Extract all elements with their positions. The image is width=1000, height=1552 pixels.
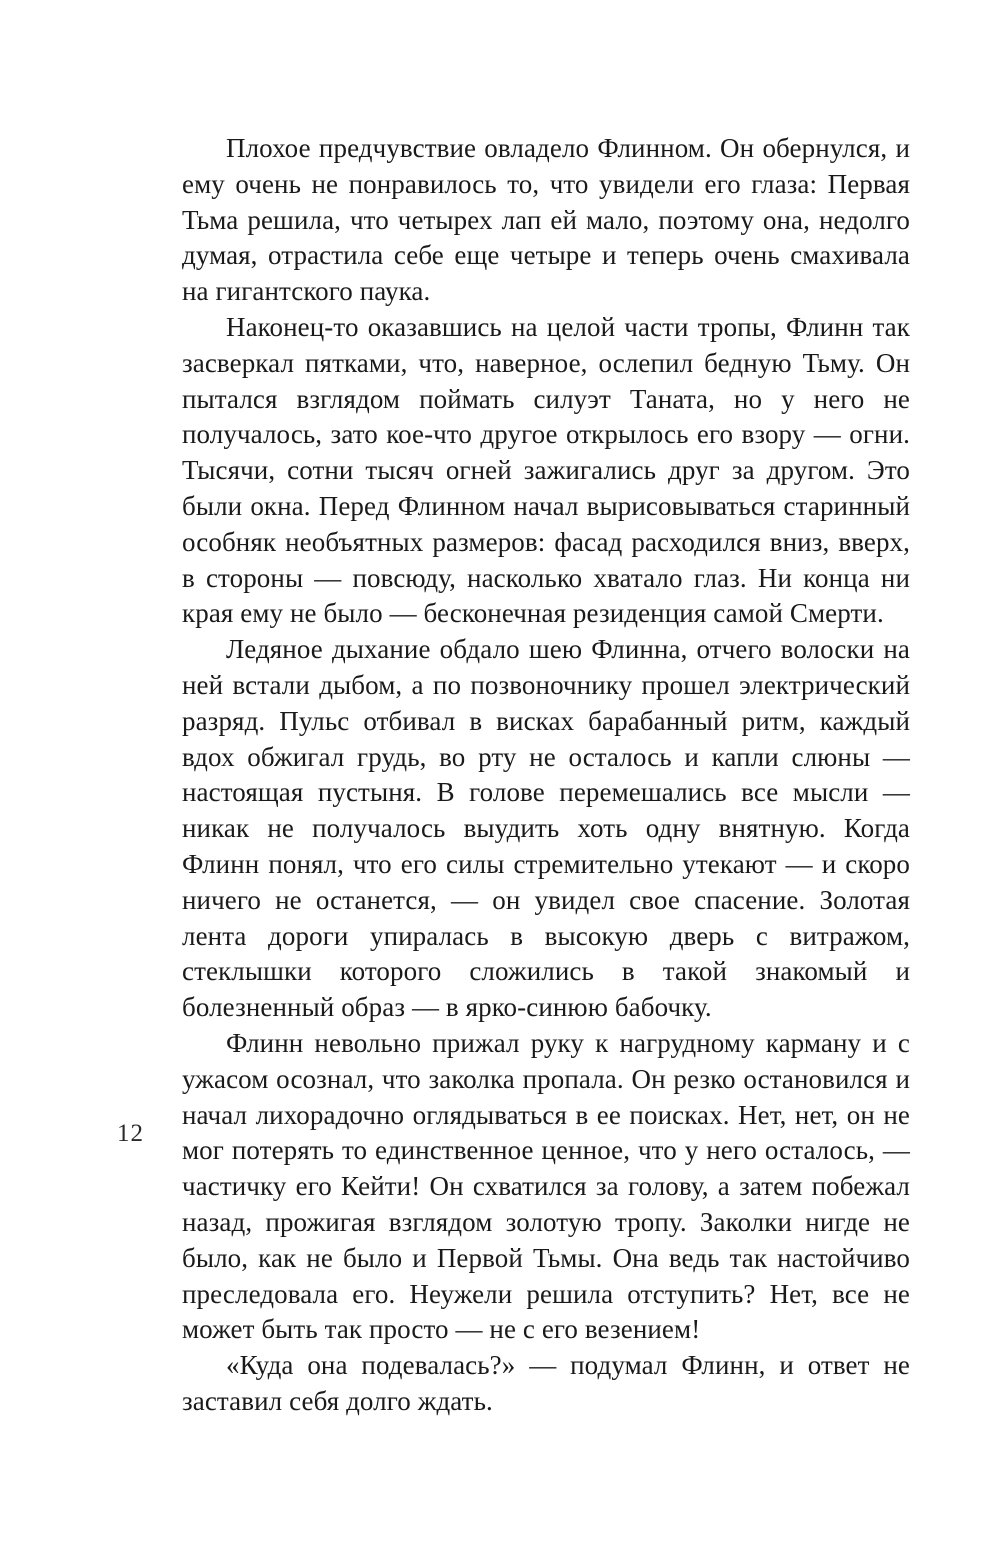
paragraph: Наконец-то оказавшись на целой части тропы, Флинн так засверкал пятками, что, наверное, ослепил бедную Тьму. Он пытался взглядом поймать силуэт Таната, но у него не получалось, зато кое-что другое открылось его взору — огни. Тысячи, сотни тысяч огней зажигались друг за другом. Это были окна. Перед Флинном начал вырисовываться старинный особняк необъятных размеров: фасад расходился вниз, вверх, в стороны — повсюду, насколько хватало глаз. Ни конца ни края ему не было — бесконечная резиденция самой Смерти. (182, 311, 910, 629)
paragraph: Флинн невольно прижал руку к нагрудному карману и с ужасом осознал, что заколка пропала. Он резко остановился и начал лихорадочно оглядываться в ее поисках. Нет, нет, он не мог потерять то единственное ценное, что у него осталось, — частичку его Кейти! Он схватился за голову, а затем побежал назад, прожигая взглядом золотую тропу. Заколки нигде не было, как не было и Первой Тьмы. Она ведь так настойчиво преследовала его. Неужели решила отступить? Нет, все не может быть так просто — не с его везением! (182, 1027, 910, 1345)
body-text (182, 131, 910, 1420)
paragraph: Плохое предчувствие овладело Флинном. Он обернулся, и ему очень не понравилось то, что увидели его глаза: Первая Тьма решила, что четырех лап ей мало, поэтому она, недолго думая, отрастила себе еще четыре и теперь очень смахивала на гигантского паука. (182, 133, 910, 307)
page-number: 12 (117, 1120, 144, 1147)
paragraph: Ледяное дыхание обдало шею Флинна, отчего волоски на ней встали дыбом, а по позвоночнику прошел электрический разряд. Пульс отбивал в висках барабанный ритм, каждый вдох обжигал грудь, во рту не осталось и капли слюны — настоящая пустыня. В голове перемешались все мысли — никак не получалось выудить хоть одну внятную. Когда Флинн понял, что его силы стремительно утекают — и скоро ничего не останется, — он увидел свое спасение. Золотая лента дороги упиралась в высокую дверь с витражом, стеклышки которого сложились в такой знакомый и болезненный образ — в ярко-синюю бабочку. (182, 634, 910, 1023)
paragraph: «Куда она подевалась?» — подумал Флинн, и ответ не заставил себя долго ждать. (182, 1350, 910, 1416)
